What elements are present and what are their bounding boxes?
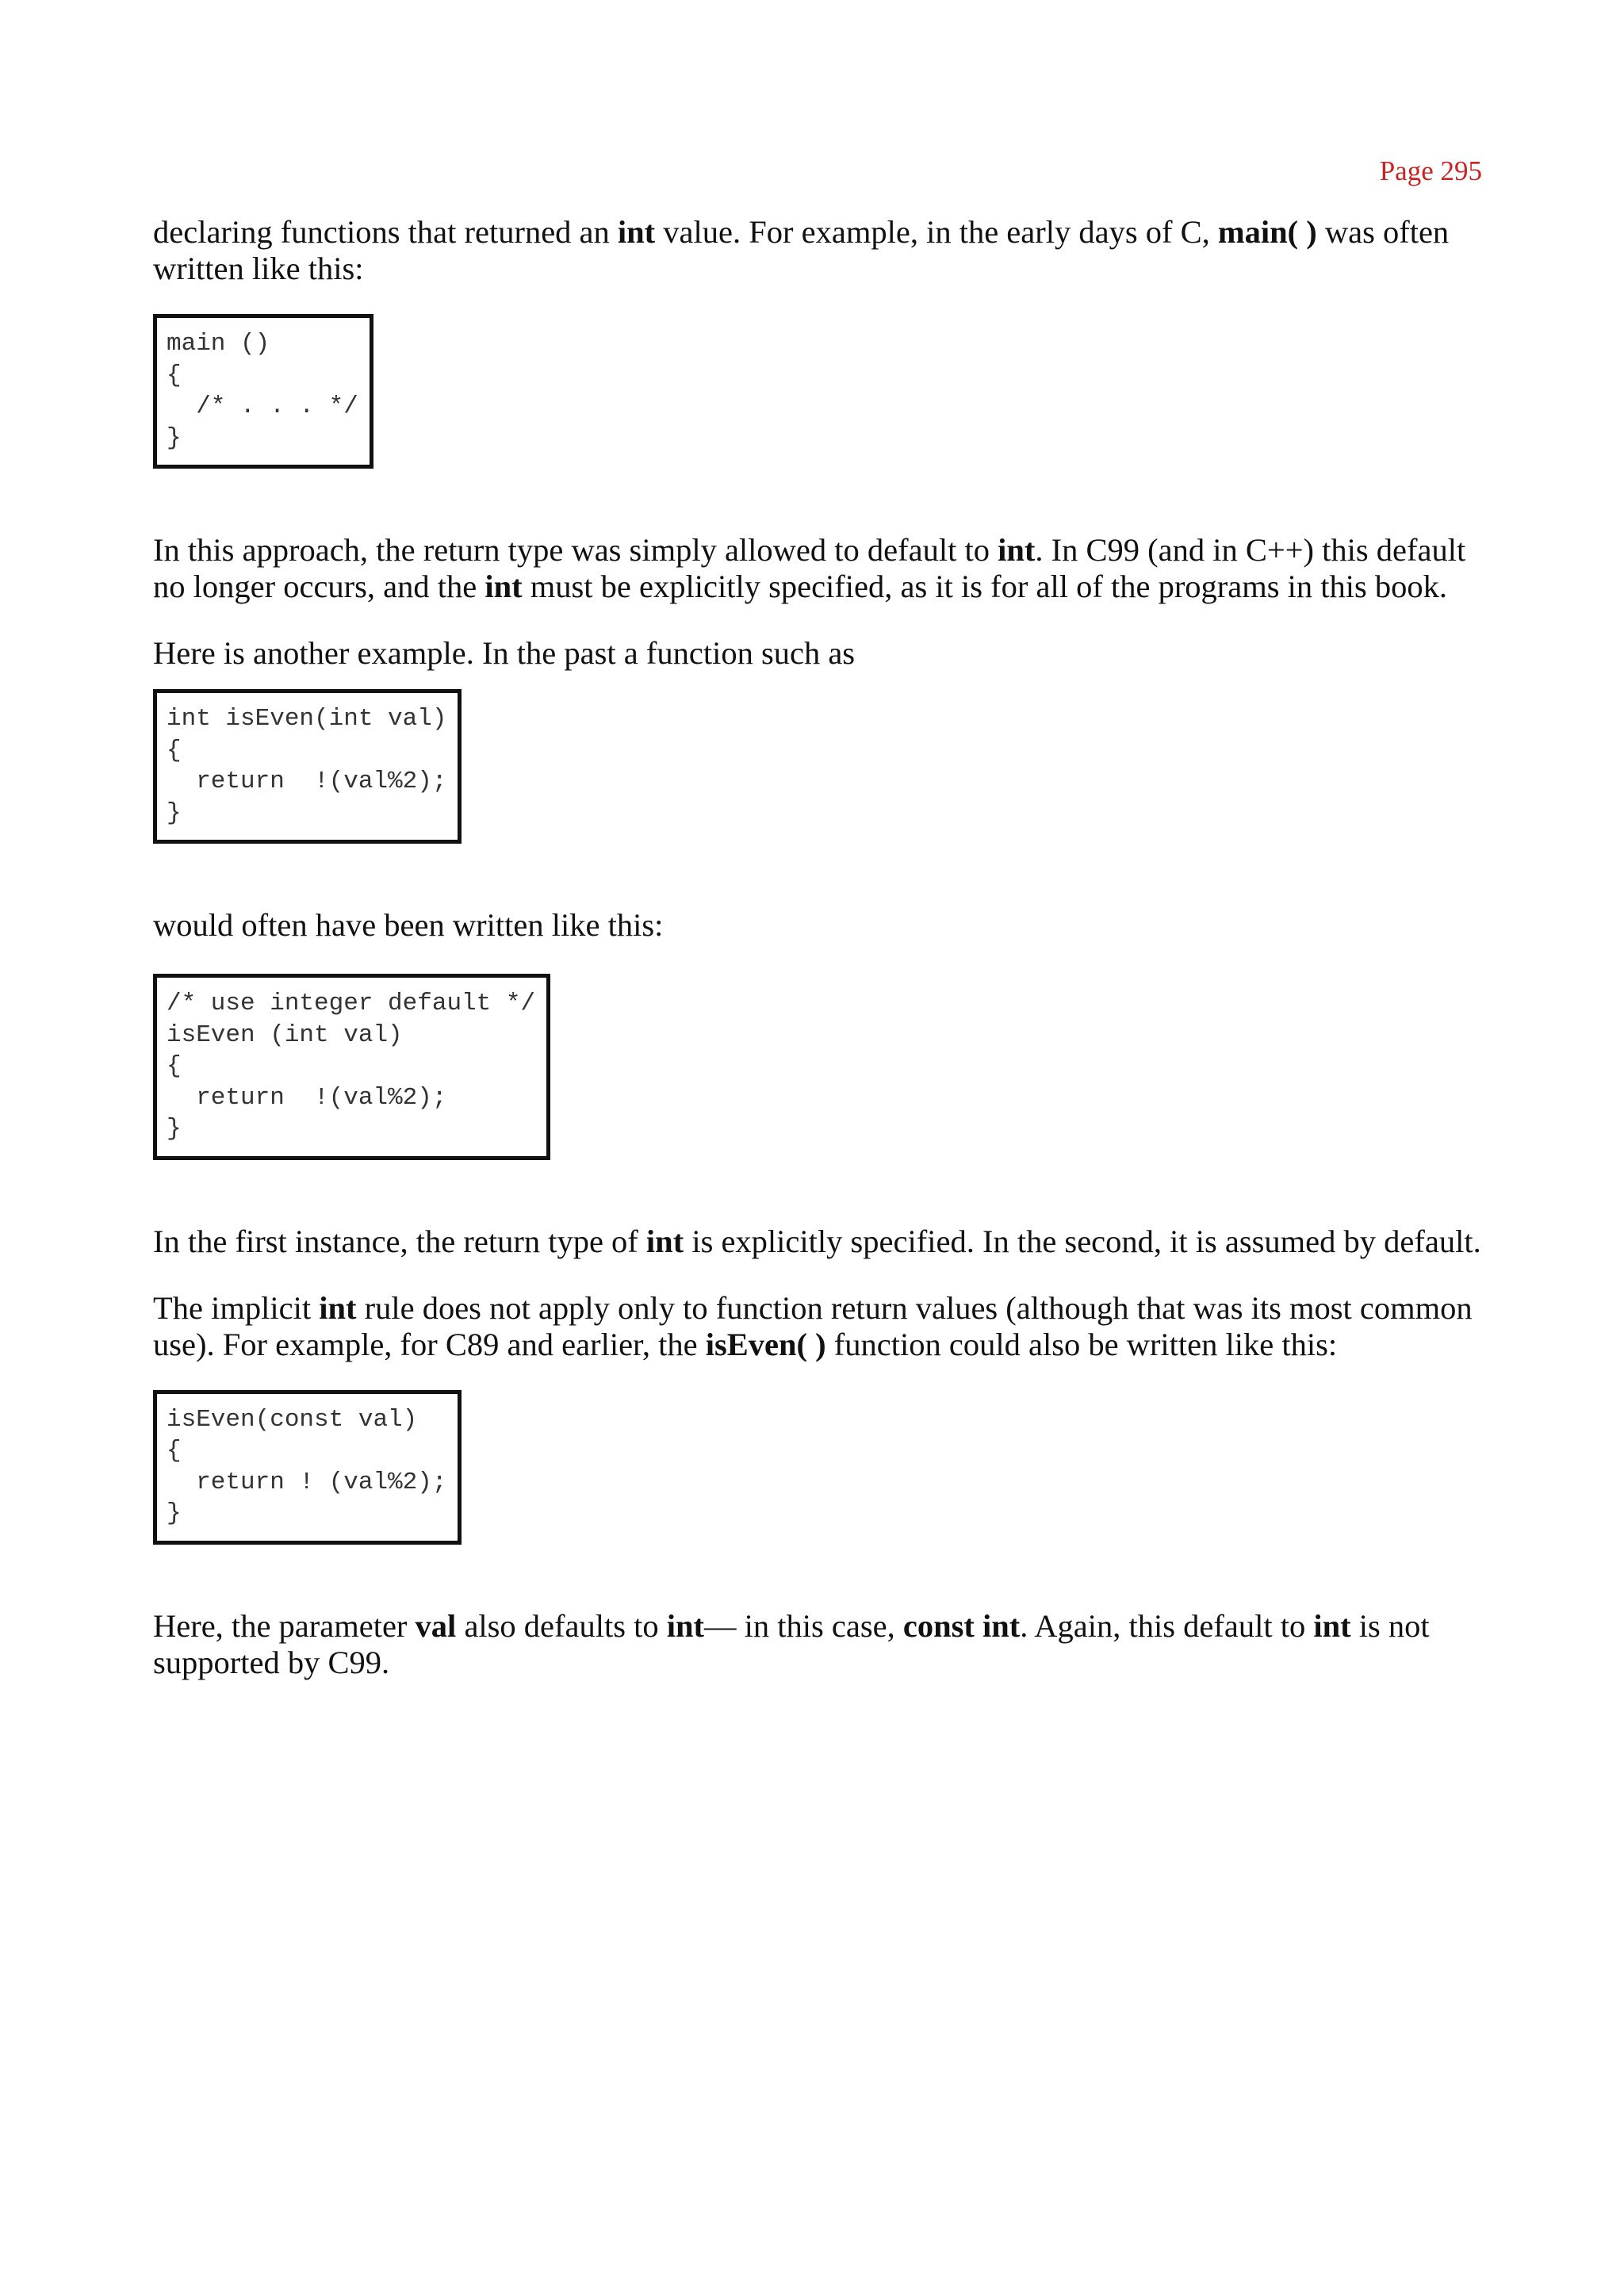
bold-term: int xyxy=(617,214,656,250)
text-run: Here is another example. In the past a function such as xyxy=(153,635,856,671)
paragraph-intro xyxy=(153,214,1485,287)
bold-term: int xyxy=(1313,1607,1351,1644)
code-line: { xyxy=(167,361,182,389)
text-run: would often have been written like this: xyxy=(153,907,664,943)
bold-term: const int xyxy=(902,1607,1021,1644)
text-run: declaring functions that returned an xyxy=(153,214,618,250)
paragraph-default-int xyxy=(153,532,1485,605)
code-line: } xyxy=(167,798,182,827)
page-content xyxy=(153,214,1485,1681)
code-block-iseven-default xyxy=(153,974,1485,1160)
text-run: is not supported by C99. xyxy=(153,1607,1430,1680)
bold-term: int xyxy=(645,1223,684,1259)
code-line: return !(val%2); xyxy=(167,768,447,795)
bold-term: int xyxy=(998,532,1036,568)
text-run: — in this case, xyxy=(704,1607,903,1644)
text-run: Here, the parameter xyxy=(153,1607,416,1644)
code-line: return !(val%2); xyxy=(167,1083,447,1112)
paragraph-parameter-val xyxy=(153,1608,1485,1681)
code-line: { xyxy=(167,1052,182,1080)
paragraph-first-instance xyxy=(153,1224,1485,1260)
paragraph-implicit-int xyxy=(153,1290,1485,1363)
page-number: Page 295 xyxy=(1379,155,1482,186)
code-line: } xyxy=(167,423,182,452)
text-run: value. For example, in the early days of C, xyxy=(655,214,1218,250)
text-run: In the first instance, the return type of xyxy=(153,1223,646,1259)
text-run: also defaults to xyxy=(456,1607,667,1644)
text-run: . In C99 (and in C++) this default no longer occurs, and the xyxy=(153,532,1466,604)
text-run: was often written like this: xyxy=(153,214,1450,286)
paragraph-would-often xyxy=(153,907,1485,944)
code-line: main () xyxy=(167,330,270,358)
code-line: isEven (int val) xyxy=(167,1021,403,1049)
code-box xyxy=(153,314,373,469)
code-box xyxy=(153,1390,462,1545)
code-block-iseven xyxy=(153,689,1485,844)
code-block-main xyxy=(153,314,1485,469)
text-run: rule does not apply only to function return values (although that was its most common use). For example, for C89 and earlier, the xyxy=(153,1289,1473,1362)
code-line: int isEven(int val) xyxy=(167,705,447,733)
bold-term: int xyxy=(485,569,523,604)
code-box xyxy=(153,974,550,1160)
code-line: /* use integer default */ xyxy=(167,990,536,1017)
code-line: isEven(const val) xyxy=(167,1405,418,1434)
text-run: In this approach, the return type was simply allowed to default to xyxy=(153,532,998,568)
text-run: The implicit xyxy=(153,1289,320,1326)
code-line: { xyxy=(167,1437,182,1465)
code-line: return ! (val%2); xyxy=(167,1468,447,1496)
bold-term: val xyxy=(415,1607,457,1644)
text-run: . Again, this default to xyxy=(1020,1607,1314,1644)
bold-term: isEven( ) xyxy=(705,1326,826,1362)
text-run: is explicitly specified. In the second, it is assumed by default. xyxy=(684,1223,1481,1259)
bold-term: int xyxy=(666,1607,705,1644)
text-run: function could also be written like this: xyxy=(825,1326,1338,1362)
code-line: } xyxy=(167,1499,182,1527)
code-line: { xyxy=(167,736,182,764)
code-line: /* . . . */ xyxy=(167,393,358,420)
code-line: } xyxy=(167,1115,182,1143)
code-block-iseven-const xyxy=(153,1390,1485,1545)
paragraph-another-example xyxy=(153,635,1485,672)
bold-term: main( ) xyxy=(1217,214,1317,250)
bold-term: int xyxy=(319,1289,357,1326)
code-box xyxy=(153,689,462,844)
text-run: must be explicitly specified, as it is for all of the programs in this book. xyxy=(522,569,1448,604)
